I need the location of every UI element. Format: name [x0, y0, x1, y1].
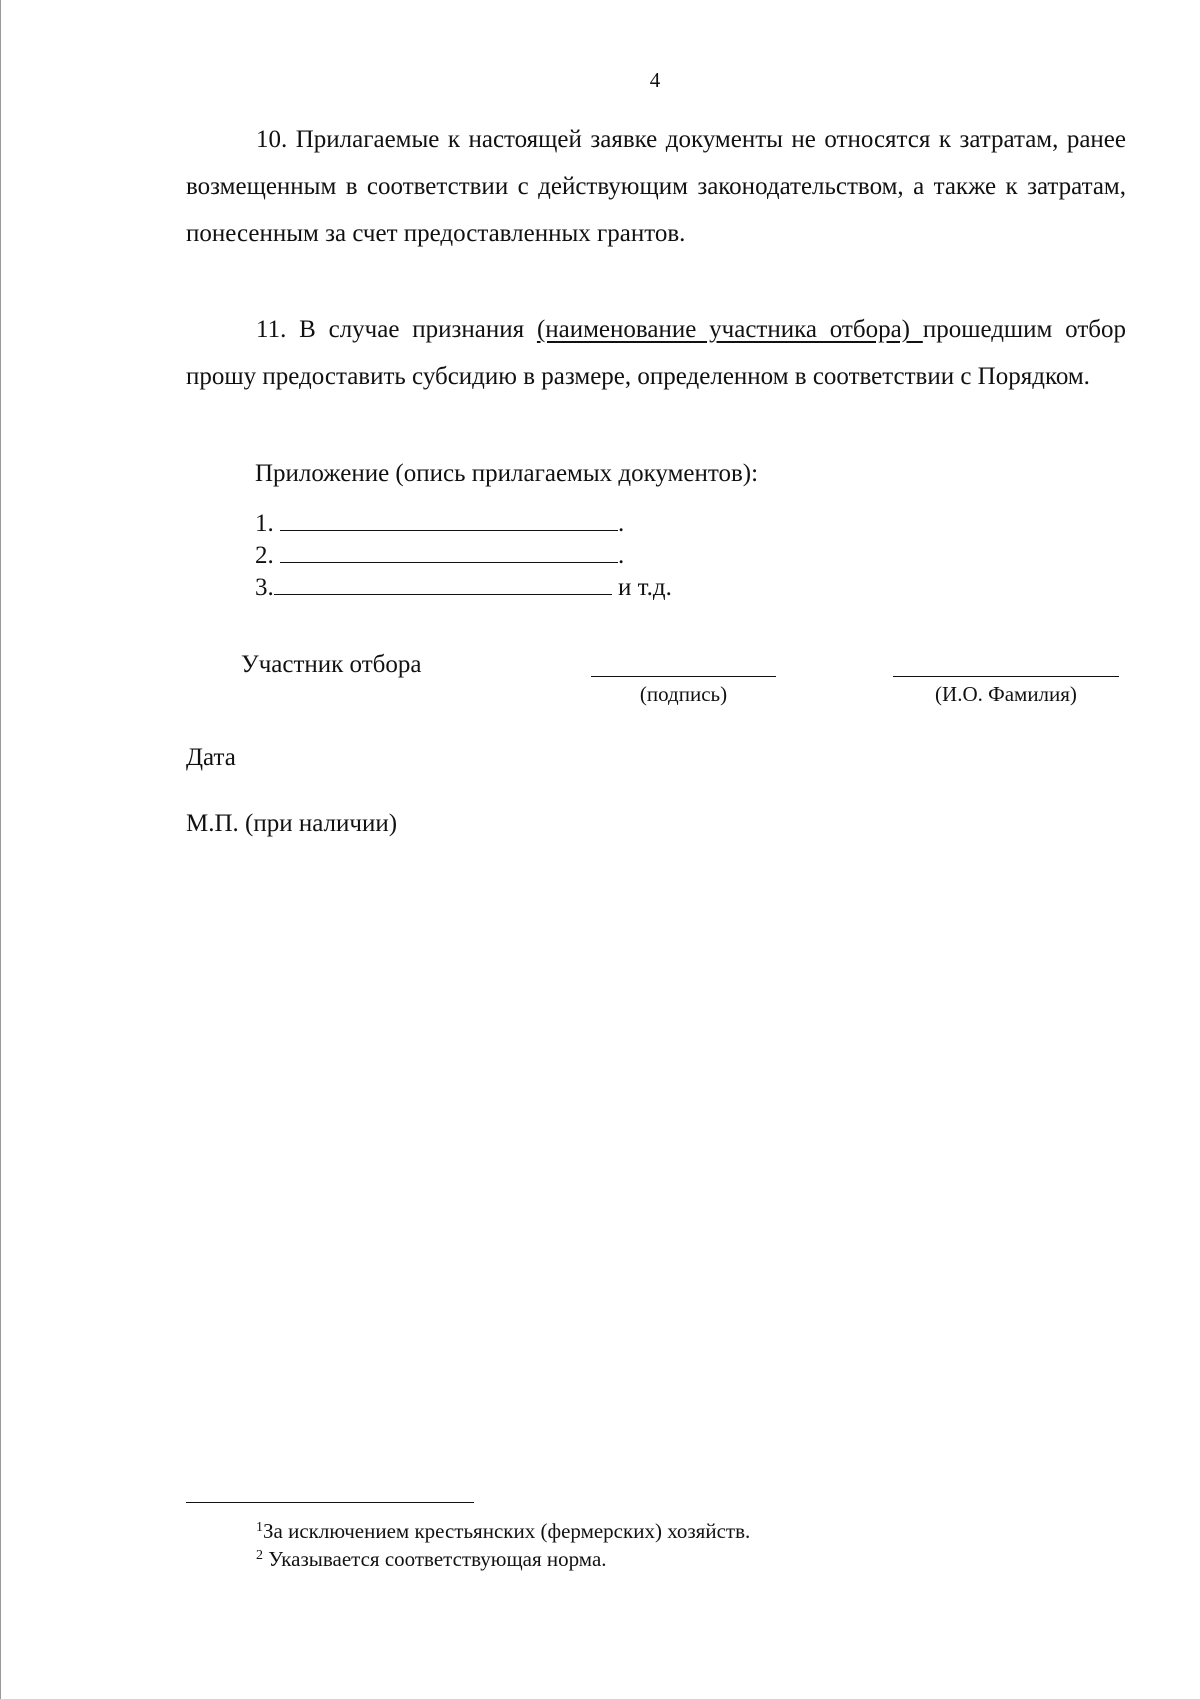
signature-line [591, 676, 776, 677]
attachment-item-2 [255, 538, 624, 570]
footnote-marker: 1 [256, 1520, 263, 1535]
participant-label: Участник отбора [241, 651, 422, 678]
blank-line [274, 570, 612, 595]
footnote-separator [186, 1502, 474, 1503]
attachment-item-number: 1. [255, 510, 280, 537]
paragraph-11-suffix: прошедшим отбор прошу предоставить субсидию в размере, определенном в соответствии с Порядком. [186, 316, 1126, 390]
stamp-label: М.П. (при наличии) [186, 810, 398, 837]
paragraph-11-prefix: 11. В случае признания [256, 316, 537, 343]
attachment-item-end: . [618, 510, 625, 537]
footnote-text: Указывается соответствующая норма. [263, 1547, 607, 1571]
paragraph-10: 10. Прилагаемые к настоящей заявке документы не относятся к затратам, ранее возмещенным в соответствии с действующим законодательством, а также к затратам, понесенным за счет предоставленных грантов. [186, 126, 1126, 247]
attachment-item-end: и т.д. [611, 574, 672, 601]
name-caption: (И.О. Фамилия) [935, 682, 1077, 706]
footnote-1 [256, 1517, 750, 1545]
blank-line [280, 538, 618, 563]
footnote-marker: 2 [256, 1548, 263, 1563]
attachment-item-number: 3. [255, 574, 274, 601]
attachment-item-1 [255, 506, 624, 538]
footnote-2 [256, 1545, 607, 1573]
scan-edge [0, 0, 1, 1699]
blank-line [280, 506, 618, 531]
paragraph-11 [186, 306, 1126, 400]
attachment-item-end: . [618, 542, 625, 569]
attachment-item-number: 2. [255, 542, 280, 569]
date-label: Дата [186, 744, 236, 771]
attachment-item-3 [255, 570, 672, 602]
participant-name-placeholder: (наименование участника отбора) [536, 316, 923, 343]
signature-caption: (подпись) [639, 682, 728, 706]
page-number: 4 [649, 68, 661, 92]
attachments-heading: Приложение (опись прилагаемых документов): [255, 460, 759, 487]
name-line [893, 676, 1119, 677]
footnote-text: За исключением крестьянских (фермерских) хозяйств. [263, 1519, 751, 1543]
